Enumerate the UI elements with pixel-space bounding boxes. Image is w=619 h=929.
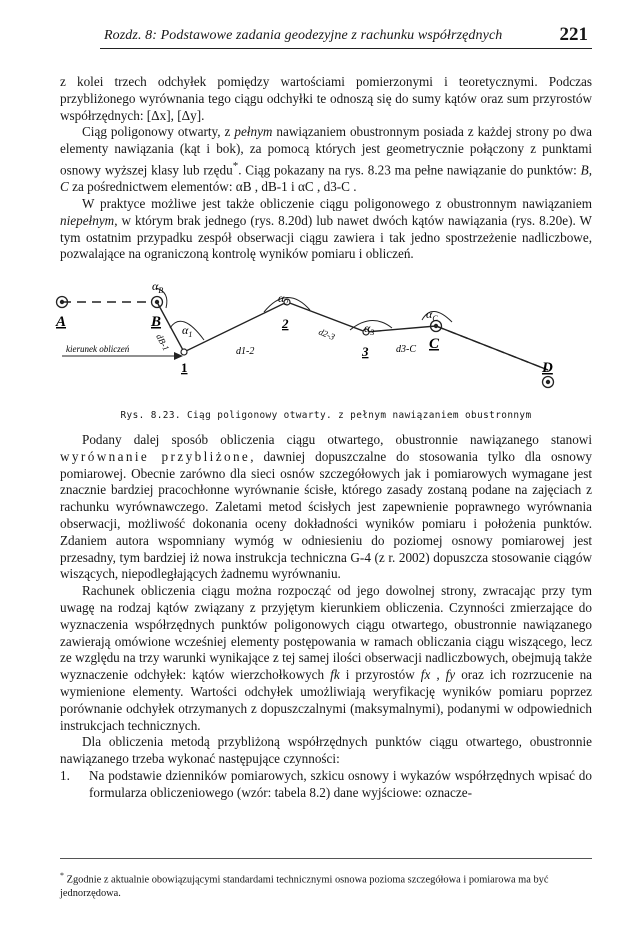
angle-alpha-2: $\alpha_2$ [278,291,289,307]
label-point-2: 2 [282,316,289,331]
chapter-title: Rozdz. 8: Podstawowe zadania geodezyjne z rachunku współrzędnych [104,28,503,43]
p5-text-c: oraz ich rozrzucenie na wymienione elementy. Wartości odchyłek umożliwiają weryfikację wyników pomiaru poprzez porównanie odchyłek otrzymanych z dopuszczalnymi (maksymalnymi), podanymi w odpowiednich instrukcjach technicznych. [60,667,593,733]
footnote [60,858,592,901]
running-header [100,26,592,49]
p3-text-a: W praktyce możliwe jest także obliczenie ciągu poligonowego z obustronnym nawiązaniem [82,195,592,211]
traverse-point-1 [181,349,187,355]
label-point-3: 3 [362,344,369,359]
list-item-text: Na podstawie dzienników pomiarowych, szkicu osnowy i wykazów współrzędnych wpisać do formularza obliczeniowego (wzór: tabela 8.2) dane wyjściowe: oznacze- [89,767,592,800]
list-item-1 [60,768,592,802]
paragraph-6: Dla obliczenia metodą przybliżoną współrzędnych punktów ciągu otwartego, obustronnie nawiązanego trzeba wykonać następujące czynności: [60,734,592,767]
traverse-figure [52,282,592,408]
distance-1-2: d1-2 [236,346,255,357]
paragraph-2 [60,124,592,196]
p5-text-a: Rachunek obliczenia ciągu można rozpocząć od jego dowolnej strony, zwracając przy tym uwagę na rodzaj kątów związany z przyjętym kierunkiem obliczenia. Czynności zmierzające do wyznaczenia współrzędnych punktów poligonowych ciągu otwartego, obustronnie nawiązanego zawierają omówione wcześniej elementy postępowania w ramach obliczania ciągu wiszącego, lecz ze względu na trzy warunki wynikające z tej samej ilości obserwacji nadliczbowych, obejmują także wyznaczenie odchyłek: kątów wierzchołkowych [60,583,592,683]
p2-text-b: nawiązaniem obustronnym posiada z każdej strony po dwa elementy nawiązania (kąt i bok), za pomocą których jest geometrycznie połączony z punktami osnowy wyższej klasy lub rzędu [60,124,593,178]
p2-points: B, C [60,162,593,195]
angle-alpha-c: $\alpha_C$ [426,307,438,323]
page-number: 221 [559,24,588,45]
label-point-a: A [56,314,67,330]
p3-emphasis: niepełnym [60,212,115,228]
footnote-mark: * [60,871,64,880]
paragraph-1: z kolei trzech odchyłek pomiędzy wartościami pomierzonymi i teoretycznymi. Podczas przybliżonego wyrównania tego ciągu odchyłki te odnoszą się do sumy kątów oraz sum przyrostów współrzędnych: [Δx], [Δy]. [60,74,592,123]
body-text-bottom [60,432,592,802]
label-point-c: C [429,336,440,352]
footnote-ref: * [232,159,239,172]
p4-text-b: , dawniej dopuszczalne do stosowania tylko dla osnowy pomiarowej. Obecnie zarówno dla sieci osnów szczegółowych jak i pomiarowych wymagane jest znacznie bardziej pracochłonne wyrównanie ścisłe, którego zasady zostaną podane na zajęciach z rachunku wyrównawczego. Zaletami metod ścisłych jest zapewnienie poprawnego wyrównania obserwacji, możliwość dokonania oceny dokładności wyników pomiaru i położenia punktów. Zdaniem autora wspomniany wymóg w odniesieniu do poziomej osnowy pomiarowej jest przesadny, tym bardziej iż nowa instrukcja techniczna G-4 (z r. 2002) dopuszcza stosowanie ciągów wiszących, niepodległających żadnemu wyrównaniu. [60,448,592,582]
p5-fk: fk [330,667,340,683]
p3-text-b: , w którym brak jednego (rys. 8.20d) lub nawet dwóch kątów nawiązania (rys. 8.20e). W tym ostatnim przypadku zespół obserwacji ciągu zawiera i tak jedno spostrzeżenie nadliczbowe, pozwalające na ograniczoną kontrolę wyników pomiaru i obliczeń. [60,212,592,262]
p2-text-c: . Ciąg pokazany na rys. 8.23 ma pełne nawiązanie do punktów: [238,162,581,178]
angle-alpha-1: $\alpha_1$ [182,323,193,339]
p2-emphasis: pełnym [234,124,273,140]
footnote-text: Zgodnie z aktualnie obowiązującymi standardami technicznymi osnowa pozioma szczegółowa i pomiarowa ma być jednorzędowa. [60,874,549,900]
p2-text-a: Ciąg poligonowy otwarty, z [82,124,235,140]
control-point-d [543,377,554,388]
direction-label: kierunek obliczeń [66,344,130,354]
paragraph-3 [60,196,592,263]
paragraph-5 [60,583,592,734]
distance-3-c: d3-C [396,344,416,355]
label-point-d: D [542,360,553,376]
label-point-b: B [151,314,162,330]
angle-alpha-3: $\alpha_3$ [364,321,375,337]
list-item-number: 1. [60,767,70,783]
control-point-b [152,297,163,308]
angle-alpha-b: $\alpha_B$ [152,282,164,295]
p2-text-d: za pośrednictwem elementów: αB , dB-1 i αC , d3-C . [68,179,357,195]
body-text-top [60,74,592,263]
p5-fxy: fx , fy [420,667,456,683]
label-point-1: 1 [181,360,188,375]
p4-spaced-term: wyrównanie przybliżone [60,448,251,464]
traverse-line [157,302,548,370]
p5-text-b: i przyrostów [339,667,421,683]
figure-caption: Rys. 8.23. Ciąg poligonowy otwarty. z pełnym nawiązaniem obustronnym [120,410,532,421]
distance-b-1: dB-1 [154,332,172,353]
p4-text-a: Podany dalej sposób obliczenia ciągu otwartego, obustronnie nawiązanego stanowi [82,432,592,447]
distance-2-3: d2-3 [317,326,337,343]
paragraph-4 [60,432,592,583]
